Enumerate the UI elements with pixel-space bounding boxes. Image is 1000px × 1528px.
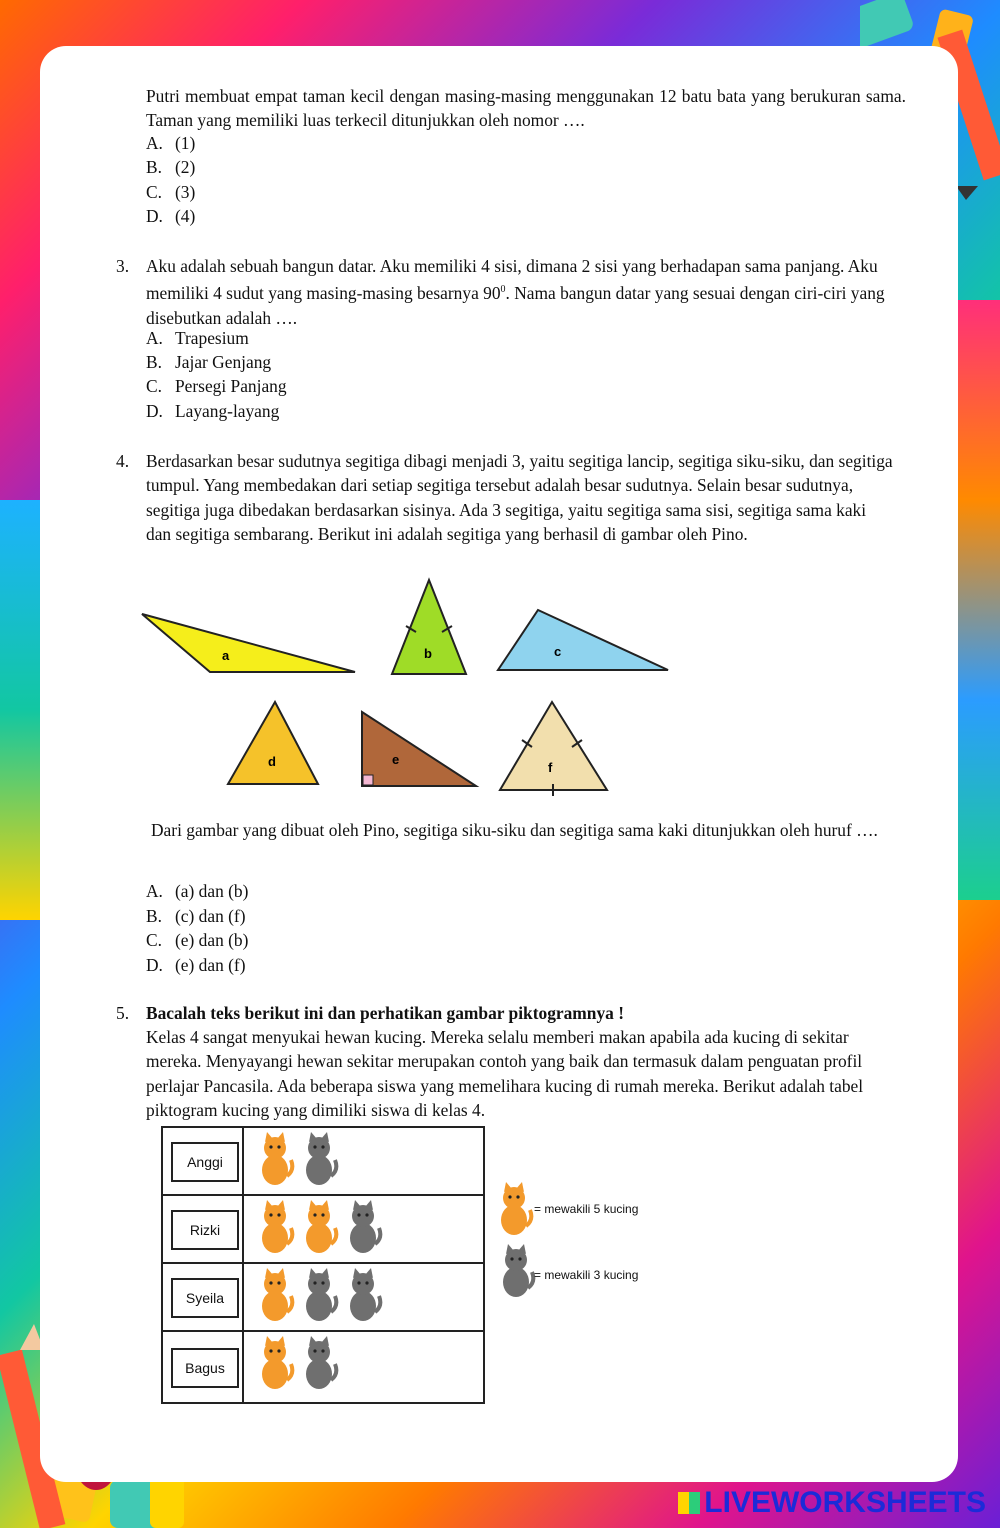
triangle-f [500,702,607,790]
option-text: (c) dan (f) [175,906,246,926]
question-4-question: Dari gambar yang dibuat oleh Pino, segitiga siku-siku dan segitiga sama kaki ditunjukkan oleh huruf …. [151,820,878,840]
option-letter: D. [146,401,163,421]
logo-icon [678,1492,700,1514]
option-text: (e) dan (b) [175,930,249,950]
orange-cat-icon [255,1132,295,1186]
table-row [163,1332,483,1400]
question-2-text: Putri membuat empat taman kecil dengan masing-masing menggunakan 12 batu bata yang berukuran sama. Taman yang memiliki luas terkecil ditunjukkan oleh nomor …. [146,86,906,131]
degree-sup: 0 [500,284,506,296]
triangle-label-c: c [554,644,562,659]
question-3-number: 3. [116,256,130,276]
question-2-option-c[interactable] [146,180,195,204]
table-row [163,1264,483,1332]
option-letter: D. [146,206,163,226]
option-letter: D. [146,955,163,975]
gray-cat-icon [496,1244,536,1298]
triangle-label-e: e [392,752,400,767]
cat-cells [255,1268,383,1326]
question-3-option-d[interactable] [146,399,279,423]
table-row [163,1128,483,1196]
question-2-option-d[interactable] [146,204,195,228]
triangle-label-f: f [548,760,553,775]
option-text: Trapesium [175,328,249,348]
logo-text: LIVEWORKSHEETS [704,1486,986,1519]
question-5-number: 5. [116,1003,130,1023]
option-text: (a) dan (b) [175,881,249,901]
student-name: Bagus [171,1348,239,1388]
triangle-a [142,614,355,672]
question-4-option-b[interactable] [146,904,245,928]
triangle-label-d: d [268,754,276,769]
student-name: Syeila [171,1278,239,1318]
option-letter: B. [146,352,162,372]
legend-gray-text: = mewakili 3 kucing [534,1268,639,1282]
orange-cat-icon [255,1200,295,1254]
question-5-text: Kelas 4 sangat menyukai hewan kucing. Mereka selalu memberi makan apabila ada kucing di sekitar mereka. Menyayangi hewan sekitar merupakan contoh yang baik dan termasuk dalam penguatan profil perlajar Pancasila. Ada beberapa siswa yang memelihara kucing di rumah mereka. Berikut adalah tabel piktogram kucing yang dimiliki siswa di kelas 4. [146,1027,864,1121]
question-4-text: Berdasarkan besar sudutnya segitiga dibagi menjadi 3, yaitu segitiga lancip, segitiga siku-siku, dan segitiga tumpul. Yang membedakan dari setiap segitiga tersebut adalah besar sudutnya. Selain besar sudutnya, segitiga juga dibedakan berdasarkan sisinya. Ada 3 segitiga, yaitu segitiga sama sisi, segitiga sama kaki dan segitiga sembarang. Berikut ini adalah segitiga yang berhasil di gambar oleh Pino. [146,451,893,545]
triangle-e [362,712,476,786]
option-text: Persegi Panjang [175,376,287,396]
option-letter: A. [146,328,163,348]
legend-orange-cat [494,1182,534,1230]
gray-cat-icon [343,1268,383,1322]
option-letter: B. [146,157,162,177]
option-letter: A. [146,133,163,153]
question-3-option-c[interactable] [146,374,287,398]
question-3-text-part1: Aku adalah sebuah bangun datar. Aku memiliki 4 sisi, dimana 2 sisi yang berhadapan sama panjang. Aku memiliki 4 sudut yang masing-masing besarnya 90 [146,256,878,304]
question-2-option-b[interactable] [146,155,195,179]
background-stripe [958,300,1000,900]
orange-cat-icon [299,1200,339,1254]
question-4-option-c[interactable] [146,928,248,952]
question-4-number: 4. [116,451,130,471]
orange-cat-icon [255,1336,295,1390]
student-name: Anggi [171,1142,239,1182]
cat-cells [255,1336,339,1394]
triangles-figure [130,572,690,802]
option-text: (e) dan (f) [175,955,246,975]
question-3-option-a[interactable] [146,326,249,350]
gray-cat-icon [299,1336,339,1390]
question-5-heading: Bacalah teks berikut ini dan perhatikan gambar piktogramnya ! [146,1003,624,1023]
option-letter: A. [146,881,163,901]
cat-cells [255,1132,339,1190]
table-row [163,1196,483,1264]
option-text: Layang-layang [175,401,280,421]
gray-cat-icon [299,1132,339,1186]
orange-cat-icon [255,1268,295,1322]
triangle-label-b: b [424,646,432,661]
option-letter: C. [146,376,162,396]
question-4-option-d[interactable] [146,953,245,977]
gray-cat-icon [299,1268,339,1322]
background-stripe [0,500,40,920]
gray-cat-icon [343,1200,383,1254]
student-name: Rizki [171,1210,239,1250]
triangle-label-a: a [222,648,230,663]
option-text: (3) [175,182,196,202]
right-angle-marker [363,775,373,785]
option-text: (2) [175,157,196,177]
option-letter: C. [146,930,162,950]
question-3-text-part2: . Nama bangun datar yang sesuai dengan ciri-ciri yang disebutkan adalah …. [146,283,885,328]
question-3-option-b[interactable] [146,350,271,374]
option-letter: B. [146,906,162,926]
question-3-text [146,254,886,330]
legend-orange-text: = mewakili 5 kucing [534,1202,639,1216]
question-2-option-a[interactable] [146,131,195,155]
triangle-c [498,610,668,670]
orange-cat-icon [494,1182,534,1236]
option-text: (4) [175,206,196,226]
triangle-d [228,702,318,784]
legend-gray-cat [496,1244,536,1292]
cat-cells [255,1200,383,1258]
option-letter: C. [146,182,162,202]
option-text: Jajar Genjang [175,352,272,372]
liveworksheets-logo [678,1486,986,1520]
option-text: (1) [175,133,196,153]
pictogram-table [161,1126,485,1404]
question-4-option-a[interactable] [146,879,248,903]
